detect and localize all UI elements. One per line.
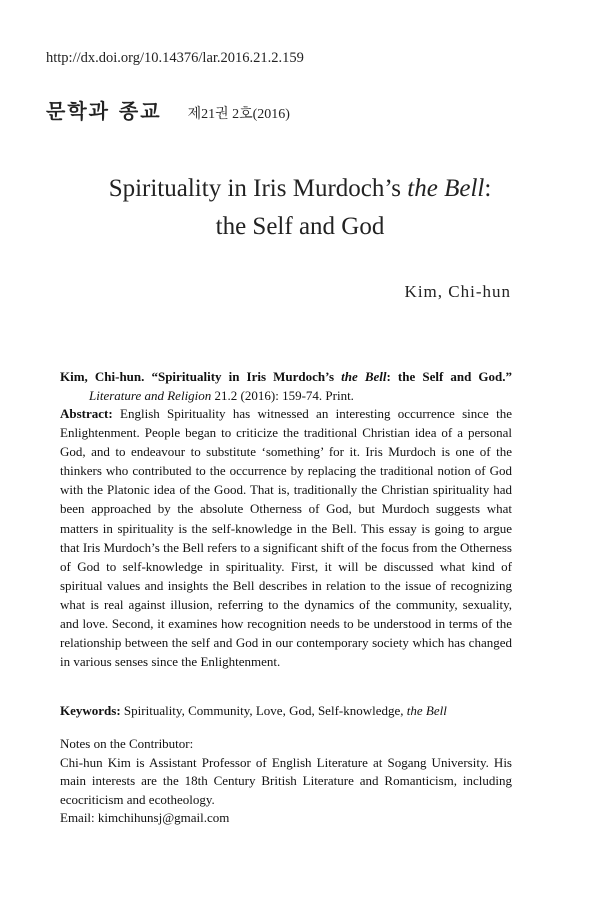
email-address[interactable]: kimchihunsj@gmail.com bbox=[97, 810, 230, 826]
abstract-text: English Spirituality has witnessed an interesting occurrence since the Enlightenment. People began to criticize the traditional Christian idea of a personal God, and to endeavour to substitute ‘something’ for it. Iris Murdoch is one of the thinkers who contributed to the occurrence by replacing the traditional notion of God with the Platonic idea of the Good. That is, traditionally the Christian spirituality had been approached by the absolute Otherness of God, but Murdoch suggests what matters in spirituality is the self-knowledge in the Bell. This essay is going to argue that Iris Murdoch’s the Bell refers to a significant shift of the focus from the Otherness of God to self-knowledge in spirituality. First, it will be discussed what kind of spiritual values and insights the Bell describes in relation to the issue of recognizing what is real against illusion, referring to the dynamics of the community, sexuality, and love. Second, it examines how recognition needs to be understood in terms of the relationship between the self and God in our contemporary society which has changed in various senses since the Enlightenment. bbox=[60, 406, 513, 670]
title-prefix: Spirituality in Iris Murdoch’s bbox=[108, 175, 408, 202]
citation-bold-prefix: Kim, Chi-hun. “Spirituality in Iris Murdoch’s bbox=[60, 369, 342, 384]
citation bbox=[60, 367, 512, 405]
keywords-italic: the Bell bbox=[406, 703, 447, 718]
keywords-label: Keywords: bbox=[60, 703, 121, 718]
email-label: Email: bbox=[60, 810, 98, 826]
title-line-1 bbox=[0, 170, 600, 208]
journal-header bbox=[46, 95, 290, 124]
title-italic: the Bell bbox=[407, 175, 485, 202]
title-suffix: : bbox=[484, 175, 492, 202]
contributor-notes bbox=[60, 735, 512, 828]
citation-bold-suffix: : the Self and God.” bbox=[386, 369, 513, 384]
author-name: Kim, Chi-hun bbox=[404, 282, 511, 301]
citation-bold-italic: the Bell bbox=[341, 369, 387, 384]
contributor-email bbox=[60, 809, 512, 828]
citation-line-1 bbox=[60, 367, 512, 386]
doi-link[interactable]: http://dx.doi.org/10.14376/lar.2016.21.2.159 bbox=[46, 50, 304, 66]
keywords-text: Spirituality, Community, Love, God, Self-knowledge, bbox=[123, 703, 407, 718]
title-line-2: the Self and God bbox=[215, 213, 385, 240]
citation-journal: Literature and Religion bbox=[89, 388, 212, 403]
abstract-label: Abstract: bbox=[60, 406, 113, 421]
notes-heading: Notes on the Contributor: bbox=[60, 736, 194, 751]
citation-line-2 bbox=[60, 386, 512, 405]
paper-title bbox=[0, 170, 600, 246]
journal-name: 문학과 종교 bbox=[46, 99, 162, 123]
citation-details: 21.2 (2016): 159-74. Print. bbox=[211, 388, 354, 403]
keywords bbox=[60, 701, 512, 720]
journal-volume: 제21권 2호(2016) bbox=[187, 107, 290, 122]
contributor-bio: Chi-hun Kim is Assistant Professor of English Literature at Sogang University. His main interests are the 18th Century British Literature and Romanticism, including ecocriticism and ecotheology. bbox=[60, 754, 512, 807]
abstract bbox=[60, 404, 512, 671]
